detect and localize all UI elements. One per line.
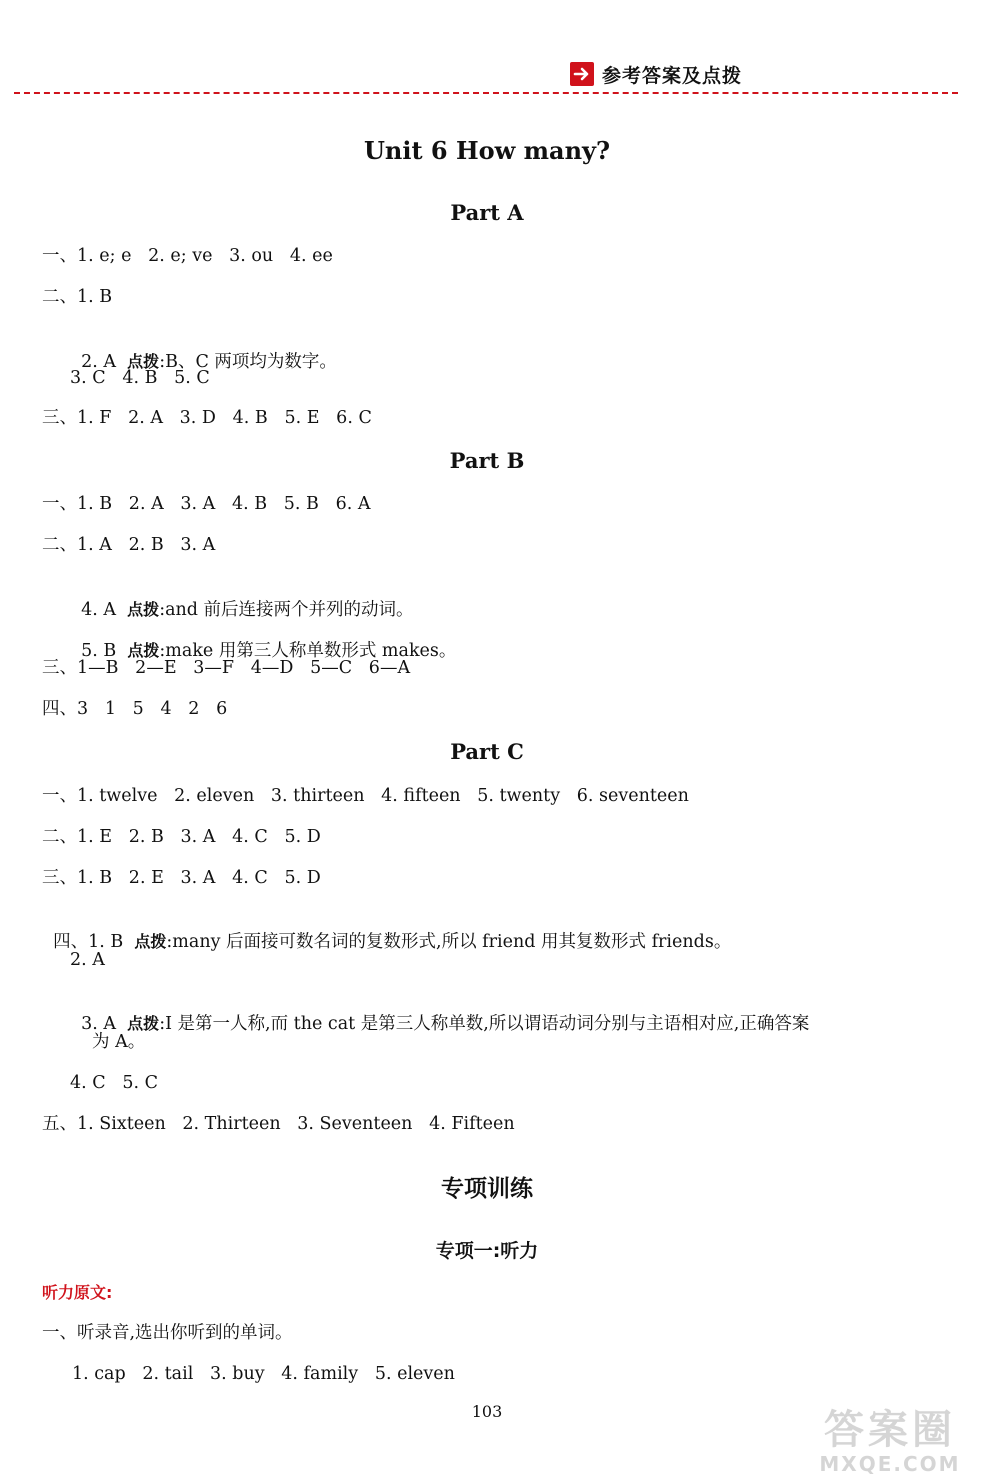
tip-text: :make 用第三人称单数形式 makes。 — [159, 641, 457, 661]
section-title: 专项训练 — [441, 1176, 533, 1202]
answer-line: 为 A。 — [92, 1032, 146, 1052]
tip-text: :and 前后连接两个并列的动词。 — [159, 600, 414, 620]
answer-line: 三、1—B 2—E 3—F 4—D 5—C 6—A — [42, 658, 411, 678]
answer: 2. A — [81, 352, 128, 372]
answer: 四、1. B — [53, 932, 135, 952]
part-b-title: Part B — [449, 448, 525, 473]
answer-line: 二、1. A 2. B 3. A — [42, 535, 216, 555]
answer-line: 2. A — [70, 950, 105, 970]
tip-label: 点拨 — [134, 932, 167, 951]
answer-line: 三、1. B 2. E 3. A 4. C 5. D — [42, 868, 321, 888]
answer-line: 4. C 5. C — [70, 1073, 158, 1093]
header-label — [570, 60, 742, 88]
tip-label: 点拨 — [127, 352, 160, 371]
subsection-title: 专项一:听力 — [435, 1240, 539, 1262]
answer: 5. B — [81, 641, 128, 661]
answer-line: 二、1. B — [42, 287, 113, 307]
answer-line: 五、1. Sixteen 2. Thirteen 3. Seventeen 4. Fifteen — [42, 1114, 515, 1134]
header-text: 参考答案及点拨 — [602, 64, 743, 87]
answer-line: 1. cap 2. tail 3. buy 4. family 5. eleven — [72, 1364, 455, 1384]
watermark-bottom: MXQE.COM — [819, 1452, 961, 1476]
answer-line: 四、3 1 5 4 2 6 — [42, 699, 228, 719]
answer-line: 一、1. e; e 2. e; ve 3. ou 4. ee — [42, 246, 333, 266]
part-a-title: Part A — [450, 200, 524, 225]
answer-line: 三、1. F 2. A 3. D 4. B 5. E 6. C — [42, 408, 372, 428]
answer-line-with-tip — [70, 988, 809, 1036]
tip-text: :I 是第一人称,而 the cat 是第三人称单数,所以谓语动词分别与主语相对应,正确答案 — [159, 1014, 810, 1034]
tip-label: 点拨 — [127, 1014, 160, 1033]
answer-line-with-tip — [42, 906, 731, 954]
tip-label: 点拨 — [127, 641, 160, 660]
answer-line: 一、1. B 2. A 3. A 4. B 5. B 6. A — [42, 494, 371, 514]
part-c-title: Part C — [450, 739, 524, 764]
listening-script-label: 听力原文: — [42, 1283, 113, 1302]
instruction-line: 一、听录音,选出你听到的单词。 — [42, 1323, 293, 1343]
unit-title: Unit 6 How many? — [363, 136, 611, 165]
tip-text: :many 后面接可数名词的复数形式,所以 friend 用其复数形式 friends。 — [166, 932, 732, 952]
watermark-top: 答案圈 — [824, 1407, 956, 1453]
answer-line: 3. C 4. B 5. C — [70, 368, 210, 388]
page-number: 103 — [471, 1402, 503, 1421]
answer: 4. A — [81, 600, 128, 620]
tip-label: 点拨 — [127, 600, 160, 619]
tip-text: :B、C 两项均为数字。 — [159, 352, 337, 372]
answer-line: 一、1. twelve 2. eleven 3. thirteen 4. fifteen 5. twenty 6. seventeen — [42, 786, 689, 806]
watermark-logo — [790, 1408, 990, 1476]
answer: 3. A — [81, 1014, 128, 1034]
arrow-right-icon — [570, 62, 594, 86]
header-divider — [14, 92, 958, 94]
answer-line: 二、1. E 2. B 3. A 4. C 5. D — [42, 827, 321, 847]
